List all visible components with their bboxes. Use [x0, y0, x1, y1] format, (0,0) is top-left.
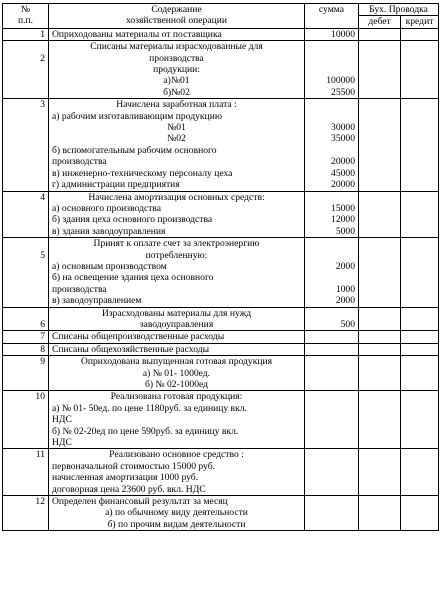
operation-text: Реализовано основное средство :: [49, 449, 305, 461]
operation-number: [3, 472, 49, 483]
operation-sum: [305, 403, 359, 414]
credit-cell: [401, 87, 439, 99]
table-row: [3, 261, 439, 272]
operation-text: б) № 02-1000ед: [49, 379, 305, 391]
operation-number: [3, 168, 49, 179]
table-row: [3, 307, 439, 319]
table-row: [3, 168, 439, 179]
table-row: [3, 461, 439, 472]
operation-text: Оприходована выпущенная готовая продукция: [49, 356, 305, 368]
debit-cell: [359, 507, 401, 518]
operation-sum: 35000: [305, 133, 359, 144]
debit-cell: [359, 319, 401, 331]
debit-cell: [359, 133, 401, 144]
debit-cell: [359, 391, 401, 403]
credit-cell: [401, 414, 439, 425]
operation-text: потребленную:: [49, 250, 305, 261]
credit-cell: [401, 331, 439, 343]
credit-cell: [401, 461, 439, 472]
debit-cell: [359, 484, 401, 496]
table-row: [3, 484, 439, 496]
debit-cell: [359, 284, 401, 295]
operation-sum: 500: [305, 319, 359, 331]
header-sum: сумма: [305, 4, 359, 29]
credit-cell: [401, 403, 439, 414]
debit-cell: [359, 203, 401, 214]
operation-sum: [305, 449, 359, 461]
operation-sum: [305, 64, 359, 75]
operation-number: [3, 426, 49, 437]
operation-text: Принят к оплате счет за электроэнергию: [49, 238, 305, 250]
operation-number: [3, 484, 49, 496]
operation-sum: [305, 437, 359, 449]
table-row: [3, 356, 439, 368]
credit-cell: [401, 156, 439, 167]
operation-number: 4: [3, 191, 49, 203]
operation-text: начисленная амортизация 1000 руб.: [49, 472, 305, 483]
operation-text: а) по обычному виду деятельности: [49, 507, 305, 518]
operation-sum: [305, 272, 359, 283]
debit-cell: [359, 75, 401, 86]
operation-text: б) здания цеха основного производства: [49, 214, 305, 225]
credit-cell: [401, 99, 439, 111]
operation-text: НДС: [49, 414, 305, 425]
credit-cell: [401, 472, 439, 483]
credit-cell: [401, 203, 439, 214]
credit-cell: [401, 319, 439, 331]
operation-number: [3, 261, 49, 272]
operation-number: [3, 519, 49, 531]
operation-sum: [305, 307, 359, 319]
operation-number: [3, 203, 49, 214]
operation-number: 8: [3, 343, 49, 355]
table-row: [3, 53, 439, 64]
operation-sum: [305, 41, 359, 53]
header-debit: дебет: [359, 16, 401, 28]
header-number: № п.п.: [3, 4, 49, 29]
operation-text: производства: [49, 53, 305, 64]
operation-text: Начислена амортизация основных средств:: [49, 191, 305, 203]
debit-cell: [359, 64, 401, 75]
operation-sum: [305, 391, 359, 403]
table-row: [3, 403, 439, 414]
operation-text: производства: [49, 284, 305, 295]
debit-cell: [359, 295, 401, 307]
operation-number: [3, 272, 49, 283]
operation-sum: [305, 379, 359, 391]
debit-cell: [359, 238, 401, 250]
credit-cell: [401, 122, 439, 133]
operation-text: Списаны материалы израсходованные для: [49, 41, 305, 53]
operation-sum: [305, 426, 359, 437]
operation-text: производства: [49, 156, 305, 167]
header-content: Содержание хозяйственной операции: [49, 4, 305, 29]
operation-number: 3: [3, 99, 49, 111]
operation-sum: [305, 414, 359, 425]
operation-number: [3, 41, 49, 53]
operation-text: Израсходованы материалы для нужд: [49, 307, 305, 319]
debit-cell: [359, 28, 401, 40]
operation-sum: [305, 99, 359, 111]
operation-text: а)№01: [49, 75, 305, 86]
table-row: [3, 75, 439, 86]
operation-number: [3, 403, 49, 414]
operation-text: а) рабочим изготавливающим продукцию: [49, 111, 305, 122]
operation-number: 1: [3, 28, 49, 40]
debit-cell: [359, 496, 401, 508]
table-row: [3, 64, 439, 75]
debit-cell: [359, 53, 401, 64]
debit-cell: [359, 87, 401, 99]
operation-number: [3, 179, 49, 191]
operation-number: [3, 87, 49, 99]
operation-number: [3, 75, 49, 86]
debit-cell: [359, 191, 401, 203]
operation-text: №02: [49, 133, 305, 144]
table-row: [3, 295, 439, 307]
table-row: [3, 87, 439, 99]
credit-cell: [401, 133, 439, 144]
operation-text: б) вспомогательным рабочим основного: [49, 145, 305, 156]
table-row: [3, 156, 439, 167]
operation-sum: 20000: [305, 156, 359, 167]
operation-sum: [305, 111, 359, 122]
credit-cell: [401, 295, 439, 307]
credit-cell: [401, 379, 439, 391]
debit-cell: [359, 449, 401, 461]
credit-cell: [401, 238, 439, 250]
debit-cell: [359, 519, 401, 531]
credit-cell: [401, 307, 439, 319]
table-row: [3, 41, 439, 53]
operation-number: [3, 295, 49, 307]
table-row: [3, 437, 439, 449]
header-credit: кредит: [401, 16, 439, 28]
debit-cell: [359, 403, 401, 414]
debit-cell: [359, 307, 401, 319]
table-row: [3, 426, 439, 437]
table-row: [3, 368, 439, 379]
operation-sum: [305, 191, 359, 203]
credit-cell: [401, 437, 439, 449]
credit-cell: [401, 111, 439, 122]
operation-sum: 2000: [305, 295, 359, 307]
operation-sum: [305, 238, 359, 250]
operation-sum: 12000: [305, 214, 359, 225]
credit-cell: [401, 53, 439, 64]
operation-sum: [305, 53, 359, 64]
credit-cell: [401, 356, 439, 368]
table-row: [3, 519, 439, 531]
operation-sum: 25500: [305, 87, 359, 99]
operation-text: заводоуправления: [49, 319, 305, 331]
operation-text: а) основным производством: [49, 261, 305, 272]
table-row: [3, 191, 439, 203]
table-row: [3, 133, 439, 144]
credit-cell: [401, 272, 439, 283]
debit-cell: [359, 331, 401, 343]
table-row: [3, 238, 439, 250]
operation-number: [3, 437, 49, 449]
debit-cell: [359, 111, 401, 122]
operation-sum: [305, 331, 359, 343]
table-row: [3, 99, 439, 111]
operation-text: в) здания заводоуправления: [49, 226, 305, 238]
operation-number: [3, 145, 49, 156]
operation-text: б) № 02-20ед по цене 590руб. за единицу вкл.: [49, 426, 305, 437]
operations-table: [2, 3, 439, 531]
credit-cell: [401, 145, 439, 156]
table-row: [3, 343, 439, 355]
operation-number: [3, 307, 49, 319]
operation-sum: 20000: [305, 179, 359, 191]
debit-cell: [359, 99, 401, 111]
credit-cell: [401, 214, 439, 225]
operation-text: б) на освещение здания цеха основного: [49, 272, 305, 283]
debit-cell: [359, 272, 401, 283]
operation-text: а) основного производства: [49, 203, 305, 214]
table-row: [3, 145, 439, 156]
operation-number: [3, 214, 49, 225]
debit-cell: [359, 250, 401, 261]
table-row: [3, 28, 439, 40]
table-row: [3, 414, 439, 425]
operation-text: в) заводоуправлением: [49, 295, 305, 307]
table-row: [3, 379, 439, 391]
credit-cell: [401, 168, 439, 179]
table-row: [3, 203, 439, 214]
operation-number: [3, 64, 49, 75]
debit-cell: [359, 145, 401, 156]
operation-sum: 2000: [305, 261, 359, 272]
debit-cell: [359, 179, 401, 191]
operation-text: в) инженерно-техническому персоналу цеха: [49, 168, 305, 179]
operation-sum: [305, 519, 359, 531]
credit-cell: [401, 391, 439, 403]
operation-number: [3, 111, 49, 122]
operation-text: Списаны общепроизводственные расходы: [49, 331, 305, 343]
credit-cell: [401, 250, 439, 261]
credit-cell: [401, 179, 439, 191]
operation-number: [3, 414, 49, 425]
operation-number: 10: [3, 391, 49, 403]
operation-sum: 100000: [305, 75, 359, 86]
operation-number: [3, 133, 49, 144]
operation-number: 5: [3, 250, 49, 261]
credit-cell: [401, 284, 439, 295]
credit-cell: [401, 226, 439, 238]
operation-text: б)№02: [49, 87, 305, 99]
debit-cell: [359, 41, 401, 53]
table-row: [3, 284, 439, 295]
operation-number: [3, 238, 49, 250]
credit-cell: [401, 519, 439, 531]
debit-cell: [359, 379, 401, 391]
credit-cell: [401, 261, 439, 272]
table-row: [3, 111, 439, 122]
operation-number: [3, 284, 49, 295]
operation-sum: 45000: [305, 168, 359, 179]
header-posting: Бух. Проводка: [359, 4, 439, 16]
credit-cell: [401, 449, 439, 461]
credit-cell: [401, 426, 439, 437]
table-row: [3, 214, 439, 225]
table-row: [3, 507, 439, 518]
operation-number: 6: [3, 319, 49, 331]
credit-cell: [401, 41, 439, 53]
table-row: [3, 319, 439, 331]
operation-number: [3, 379, 49, 391]
operation-sum: [305, 343, 359, 355]
operation-text: Определен финансовый результат за месяц: [49, 496, 305, 508]
operation-text: Оприходованы материалы от поставщика: [49, 28, 305, 40]
operation-sum: 5000: [305, 226, 359, 238]
credit-cell: [401, 191, 439, 203]
operation-number: 7: [3, 331, 49, 343]
debit-cell: [359, 461, 401, 472]
operation-number: [3, 122, 49, 133]
table-row: [3, 449, 439, 461]
debit-cell: [359, 261, 401, 272]
operation-sum: [305, 472, 359, 483]
table-row: [3, 472, 439, 483]
operation-sum: [305, 250, 359, 261]
debit-cell: [359, 214, 401, 225]
operation-sum: [305, 484, 359, 496]
table-row: [3, 331, 439, 343]
operation-number: [3, 156, 49, 167]
operation-sum: [305, 507, 359, 518]
operation-number: 2: [3, 53, 49, 64]
debit-cell: [359, 368, 401, 379]
debit-cell: [359, 226, 401, 238]
table-row: [3, 122, 439, 133]
debit-cell: [359, 472, 401, 483]
operation-text: Начислена заработная плата :: [49, 99, 305, 111]
debit-cell: [359, 414, 401, 425]
credit-cell: [401, 75, 439, 86]
operation-sum: 10000: [305, 28, 359, 40]
operation-text: договорная цена 23600 руб. вкл. НДС: [49, 484, 305, 496]
debit-cell: [359, 343, 401, 355]
credit-cell: [401, 484, 439, 496]
credit-cell: [401, 28, 439, 40]
operation-sum: [305, 461, 359, 472]
operation-sum: [305, 145, 359, 156]
credit-cell: [401, 343, 439, 355]
operation-text: б) по прочим видам деятельности: [49, 519, 305, 531]
table-row: [3, 250, 439, 261]
operation-text: Реализована готовая продукция:: [49, 391, 305, 403]
operation-text: первоначальной стоимостью 15000 руб.: [49, 461, 305, 472]
operation-sum: [305, 356, 359, 368]
operation-text: г) администрации предприятия: [49, 179, 305, 191]
operation-sum: 1000: [305, 284, 359, 295]
debit-cell: [359, 122, 401, 133]
debit-cell: [359, 168, 401, 179]
operation-sum: [305, 368, 359, 379]
debit-cell: [359, 426, 401, 437]
operation-number: [3, 461, 49, 472]
debit-cell: [359, 156, 401, 167]
operation-text: НДС: [49, 437, 305, 449]
operation-text: №01: [49, 122, 305, 133]
credit-cell: [401, 496, 439, 508]
operation-text: Списаны общехозяйственные расходы: [49, 343, 305, 355]
table-row: [3, 179, 439, 191]
debit-cell: [359, 437, 401, 449]
operation-number: [3, 507, 49, 518]
operation-number: 9: [3, 356, 49, 368]
operation-text: продукции:: [49, 64, 305, 75]
table-row: [3, 496, 439, 508]
table-row: [3, 391, 439, 403]
operation-number: [3, 226, 49, 238]
operation-number: 12: [3, 496, 49, 508]
debit-cell: [359, 356, 401, 368]
operation-text: а) № 01- 1000ед.: [49, 368, 305, 379]
operation-sum: [305, 496, 359, 508]
operation-number: 11: [3, 449, 49, 461]
credit-cell: [401, 368, 439, 379]
credit-cell: [401, 64, 439, 75]
credit-cell: [401, 507, 439, 518]
operation-text: а) № 01- 50ед. по цене 1180руб. за единицу вкл.: [49, 403, 305, 414]
table-row: [3, 272, 439, 283]
operation-sum: 15000: [305, 203, 359, 214]
operation-sum: 30000: [305, 122, 359, 133]
table-row: [3, 226, 439, 238]
operation-number: [3, 368, 49, 379]
